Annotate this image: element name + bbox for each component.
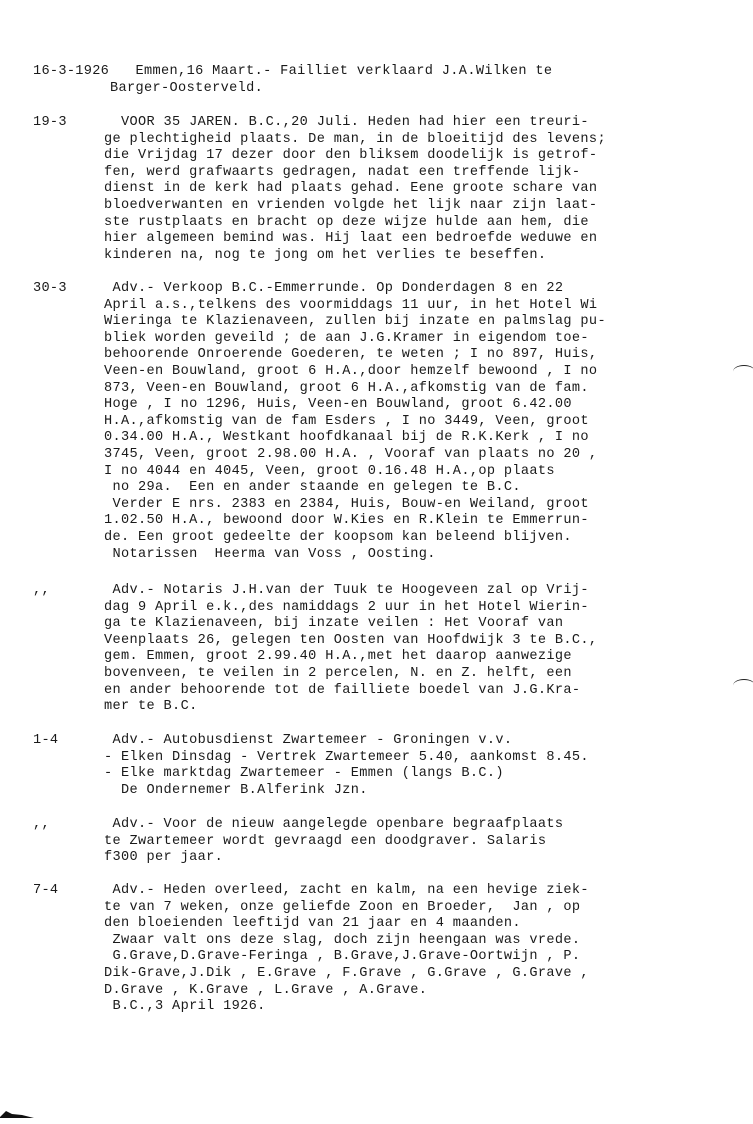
entry-date: 19-3	[33, 115, 67, 130]
text-line: bliek worden geveild ; de aan J.G.Kramer in eigendom toe-	[104, 330, 589, 346]
text-line: Veen-en Bouwland, groot 6 H.A.,door hemzelf bewoond , I no	[104, 363, 598, 379]
entry-date: ,,	[33, 817, 50, 832]
text-line: - Elke marktdag Zwartemeer - Emmen (langs B.C.)	[104, 766, 504, 782]
text-line: Adv.- Notaris J.H.van der Tuuk te Hoogeveen zal op Vrij-	[104, 583, 589, 598]
text-line: Adv.- Voor de nieuw aangelegde openbare begraafplaats	[104, 817, 564, 832]
entry-text	[104, 115, 744, 264]
binder-hole-mark	[733, 679, 753, 692]
text-line: Emmen,16 Maart.- Failliet verklaard J.A.Wilken te	[110, 64, 553, 79]
text-line: Adv.- Autobusdienst Zwartemeer - Groningen v.v.	[104, 733, 513, 748]
text-line: Veenplaats 26, gelegen ten Oosten van Hoofdwijk 3 te B.C.,	[104, 632, 598, 648]
text-line: Hoge , I no 1296, Huis, Veen-en Bouwland, groot 6.42.00	[104, 397, 572, 413]
text-line: te van 7 weken, onze geliefde Zoon en Broeder, Jan , op	[104, 899, 581, 915]
text-line: Zwaar valt ons deze slag, doch zijn heengaan was vrede.	[104, 932, 581, 948]
entry-date: 16-3-1926	[33, 64, 110, 79]
text-line: I no 4044 en 4045, Veen, groot 0.16.48 H.A.,op plaats	[104, 463, 555, 479]
text-line: Adv.- Verkoop B.C.-Emmerrunde. Op Donderdagen 8 en 22	[104, 281, 564, 296]
entry-text	[110, 64, 750, 97]
text-line: hier algemeen bemind was. Hij laat een bedroefde weduwe en	[104, 231, 598, 247]
text-line: ste rustplaats en bracht op deze wijze hulde aan hem, die	[104, 214, 589, 230]
text-line: dag 9 April e.k.,des namiddags 2 uur in het Hotel Wierin-	[104, 599, 589, 615]
entry-text	[104, 281, 744, 563]
text-line: D.Grave , K.Grave , L.Grave , A.Grave.	[104, 982, 428, 998]
text-line: gem. Emmen, groot 2.99.40 H.A.,met het daarop aanwezige	[104, 649, 572, 665]
text-line: B.C.,3 April 1926.	[104, 999, 266, 1015]
text-line: bovenveen, te veilen in 2 percelen, N. en Z. helft, een	[104, 665, 572, 681]
text-line: ge plechtigheid plaats. De man, in de bloeitijd des levens;	[104, 131, 606, 147]
text-line: no 29a. Een en ander staande en gelegen te B.C.	[104, 480, 521, 496]
entry-text	[104, 583, 744, 716]
text-line: mer te B.C.	[104, 699, 198, 715]
entry-text	[104, 733, 744, 799]
text-line: De Ondernemer B.Alferink Jzn.	[104, 782, 368, 798]
text-line: dienst in de kerk had plaats gehad. Eene groote schare van	[104, 181, 598, 197]
text-line: - Elken Dinsdag - Vertrek Zwartemeer 5.40, aankomst 8.45.	[104, 749, 589, 765]
text-line: den bloeienden leeftijd van 21 jaar en 4 maanden.	[104, 916, 521, 932]
text-line: 0.34.00 H.A., Westkant hoofdkanaal bij de R.K.Kerk , I no	[104, 430, 589, 446]
text-line: en ander behoorende tot de failliete boedel van J.G.Kra-	[104, 682, 581, 698]
text-line: VOOR 35 JAREN. B.C.,20 Juli. Heden had hier een treuri-	[104, 115, 589, 130]
entry-text	[104, 817, 744, 867]
text-line: behoorende Onroerende Goederen, te weten ; I no 897, Huis,	[104, 347, 598, 363]
text-line: te Zwartemeer wordt gevraagd een doodgraver. Salaris	[104, 833, 547, 849]
text-line: 3745, Veen, groot 2.98.00 H.A. , Vooraf van plaats no 20 ,	[104, 446, 598, 462]
scan-smudge	[0, 1108, 36, 1118]
text-line: fen, werd grafwaarts gedragen, nadat een treffende lijk-	[104, 164, 581, 180]
text-line: April a.s.,telkens des voormiddags 11 uur, in het Hotel Wi	[104, 297, 598, 313]
text-line: de. Een groot gedeelte der koopsom kan beleend blijven.	[104, 529, 572, 545]
text-line: Barger-Oosterveld.	[110, 80, 264, 96]
text-line: G.Grave,D.Grave-Feringa , B.Grave,J.Grave-Oortwijn , P.	[104, 949, 581, 965]
entry-text	[104, 883, 744, 1016]
entry-date: ,,	[33, 583, 50, 598]
text-line: die Vrijdag 17 dezer door den bliksem doodelijk is getrof-	[104, 148, 598, 164]
entry-date: 30-3	[33, 281, 67, 296]
text-line: kinderen na, nog te jong om het verlies te beseffen.	[104, 247, 547, 263]
text-line: Verder E nrs. 2383 en 2384, Huis, Bouw-en Weiland, groot	[104, 496, 589, 512]
text-line: f300 per jaar.	[104, 850, 224, 866]
entry-date: 1-4	[33, 733, 59, 748]
text-line: ga te Klazienaveen, bij inzate veilen : Het Vooraf van	[104, 616, 564, 632]
text-line: Notarissen Heerma van Voss , Oosting.	[104, 546, 436, 562]
text-line: 873, Veen-en Bouwland, groot 6 H.A.,afkomstig van de fam.	[104, 380, 589, 396]
binder-hole-mark	[733, 365, 753, 378]
text-line: H.A.,afkomstig van de fam Esders , I no 3449, Veen, groot	[104, 413, 589, 429]
text-line: 1.02.50 H.A., bewoond door W.Kies en R.Klein te Emmerrun-	[104, 513, 589, 529]
text-line: Wieringa te Klazienaveen, zullen bij inzate en palmslag pu-	[104, 314, 606, 330]
text-line: bloedverwanten en vrienden volgde het lijk naar zijn laat-	[104, 197, 598, 213]
text-line: Dik-Grave,J.Dik , E.Grave , F.Grave , G.Grave , G.Grave ,	[104, 965, 589, 981]
text-line: Adv.- Heden overleed, zacht en kalm, na een hevige ziek-	[104, 883, 589, 898]
entry-date: 7-4	[33, 883, 59, 898]
